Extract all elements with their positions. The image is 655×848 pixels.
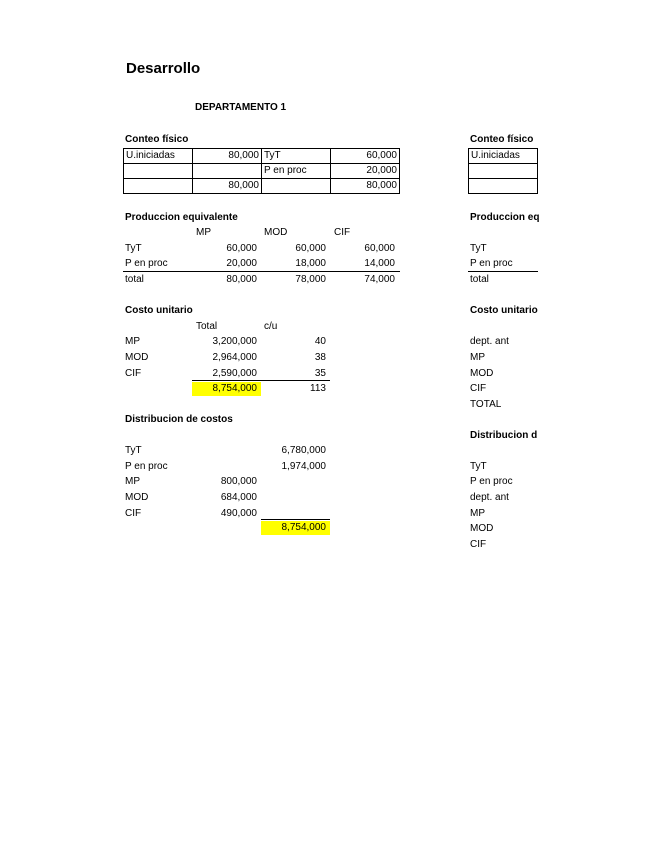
prod-total-rule: [123, 271, 400, 272]
conteo-cell: 20,000: [330, 163, 400, 179]
dist-title: Distribucion de costos: [125, 414, 233, 425]
dist-value: 6,780,000: [281, 445, 326, 456]
prod-value: 20,000: [226, 258, 257, 269]
dist-value: 490,000: [220, 508, 257, 519]
conteo-cell: [192, 163, 262, 179]
dept2-dist-label: CIF: [470, 539, 487, 550]
prod-row-label: total: [125, 274, 144, 285]
conteo-cell: 80,000: [192, 148, 262, 164]
prod-header-cif: CIF: [334, 227, 351, 238]
prod-title: Produccion equivalente: [125, 212, 238, 223]
conteo-cell: [123, 178, 193, 194]
conteo-cell: U.iniciadas: [123, 148, 193, 164]
costo-total: 2,590,000: [212, 368, 257, 379]
costo-cu: 38: [314, 352, 326, 363]
prod-value: 74,000: [364, 274, 395, 285]
conteo-cell: [261, 178, 331, 194]
costo-cu: 40: [314, 336, 326, 347]
conteo-cell: 60,000: [330, 148, 400, 164]
dept2-costo-label: CIF: [470, 383, 487, 394]
dept2-dist-title: Distribucion d: [470, 430, 538, 441]
costo-total: 3,200,000: [212, 336, 257, 347]
dept2-costo-label: dept. ant: [470, 336, 509, 347]
dist-value: 1,974,000: [281, 461, 326, 472]
prod-value: 78,000: [295, 274, 326, 285]
conteo-title: Conteo físico: [125, 134, 189, 145]
dept2-costo-label: MOD: [470, 368, 494, 379]
dept2-prod-label: P en proc: [470, 258, 513, 269]
costo-cu: 35: [314, 368, 326, 379]
prod-value: 14,000: [364, 258, 395, 269]
dist-grand-total: 8,754,000: [281, 522, 326, 533]
costo-row-label: MOD: [125, 352, 149, 363]
conteo-cell: [123, 163, 193, 179]
prod-value: 18,000: [295, 258, 326, 269]
dept2-costo-title: Costo unitario: [470, 305, 538, 316]
dept2-costo-label: TOTAL: [470, 399, 502, 410]
costo-header-cu: c/u: [264, 321, 278, 332]
dist-row-label: TyT: [125, 445, 142, 456]
prod-row-label: TyT: [125, 243, 142, 254]
costo-row-label: CIF: [125, 368, 142, 379]
dept2-conteo-title: Conteo físico: [470, 134, 534, 145]
prod-value: 80,000: [226, 274, 257, 285]
dept2-dist-label: MP: [470, 508, 485, 519]
costo-grand-total: 8,754,000: [212, 383, 257, 394]
prod-header-mp: MP: [196, 227, 211, 238]
conteo-cell: 80,000: [330, 178, 400, 194]
dept2-conteo-cell: U.iniciadas: [468, 148, 538, 164]
dist-total-rule: [261, 519, 330, 520]
dept2-prod-rule: [468, 271, 538, 272]
dist-value: 684,000: [220, 492, 257, 503]
costo-cu-total: 113: [310, 383, 326, 394]
dept2-dist-label: dept. ant: [470, 492, 509, 503]
dist-row-label: MP: [125, 476, 140, 487]
dept2-costo-label: MP: [470, 352, 485, 363]
dept2-dist-label: MOD: [470, 523, 494, 534]
dept2-prod-label: TyT: [470, 243, 487, 254]
conteo-cell: P en proc: [261, 163, 331, 179]
dist-row-label: P en proc: [125, 461, 168, 472]
page-title: Desarrollo: [126, 60, 201, 77]
costo-row-label: MP: [125, 336, 140, 347]
dept1-heading: DEPARTAMENTO 1: [195, 102, 287, 113]
costo-total-rule: [192, 380, 330, 381]
dept2-conteo-cell: [468, 163, 538, 179]
dept2-dist-label: P en proc: [470, 476, 513, 487]
prod-value: 60,000: [364, 243, 395, 254]
dist-row-label: CIF: [125, 508, 142, 519]
conteo-cell: TyT: [261, 148, 331, 164]
dist-value: 800,000: [220, 476, 257, 487]
dist-row-label: MOD: [125, 492, 149, 503]
costo-title: Costo unitario: [125, 305, 193, 316]
prod-value: 60,000: [295, 243, 326, 254]
conteo-cell: 80,000: [192, 178, 262, 194]
costo-total: 2,964,000: [212, 352, 257, 363]
prod-header-mod: MOD: [264, 227, 288, 238]
dept2-prod-title: Produccion eq: [470, 212, 540, 223]
prod-value: 60,000: [226, 243, 257, 254]
costo-header-total: Total: [196, 321, 218, 332]
dept2-prod-label: total: [470, 274, 489, 285]
prod-row-label: P en proc: [125, 258, 168, 269]
dept2-dist-label: TyT: [470, 461, 487, 472]
dept2-conteo-cell: [468, 178, 538, 194]
